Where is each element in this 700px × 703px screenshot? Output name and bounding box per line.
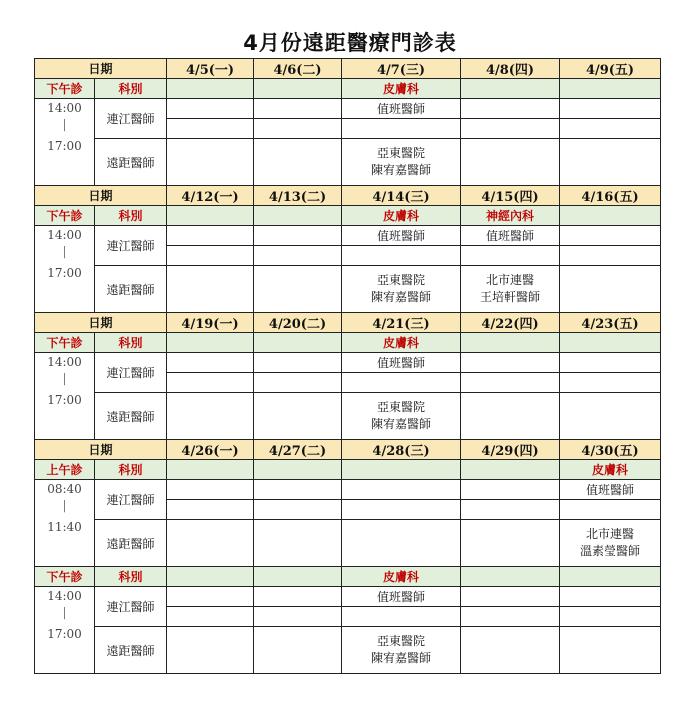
blank-cell xyxy=(254,246,342,266)
department-cell: 皮膚科 xyxy=(342,206,461,226)
time-start: 14:00 xyxy=(47,355,82,369)
date-cell: 4/8(四) xyxy=(461,59,560,79)
lianjiang-row xyxy=(35,226,661,246)
time-start: 08:40 xyxy=(47,482,82,496)
department-cell xyxy=(560,567,661,587)
department-row xyxy=(35,567,661,587)
blank-cell xyxy=(342,373,461,393)
department-label: 科別 xyxy=(95,206,167,226)
remote-cell xyxy=(167,139,254,186)
blank-cell xyxy=(167,119,254,139)
lianjiang-cell xyxy=(254,587,342,607)
blank-cell xyxy=(254,500,342,520)
time-separator: | xyxy=(62,371,67,385)
lianjiang-cell xyxy=(342,480,461,500)
lianjiang-cell xyxy=(167,480,254,500)
lianjiang-cell xyxy=(167,99,254,119)
session-label: 下午診 xyxy=(35,79,95,99)
date-cell: 4/19(一) xyxy=(167,313,254,333)
remote-cell xyxy=(461,393,560,440)
date-cell: 4/16(五) xyxy=(560,186,661,206)
department-cell xyxy=(560,333,661,353)
remote-row xyxy=(35,266,661,313)
time-range xyxy=(35,480,95,567)
lianjiang-cell: 值班醫師 xyxy=(342,226,461,246)
department-row xyxy=(35,460,661,480)
department-cell xyxy=(167,206,254,226)
lianjiang-cell xyxy=(254,480,342,500)
date-cell: 4/21(三) xyxy=(342,313,461,333)
date-cell: 4/9(五) xyxy=(560,59,661,79)
blank-cell xyxy=(167,500,254,520)
date-cell: 4/23(五) xyxy=(560,313,661,333)
department-cell xyxy=(461,460,560,480)
date-label: 日期 xyxy=(35,186,167,206)
date-cell: 4/27(二) xyxy=(254,440,342,460)
remote-doctor-label: 遠距醫師 xyxy=(95,266,167,313)
department-row xyxy=(35,333,661,353)
lianjiang-cell xyxy=(167,226,254,246)
department-cell: 皮膚科 xyxy=(342,79,461,99)
page-title: 4月份遠距醫療門診表 xyxy=(243,31,457,55)
remote-doctor-label: 遠距醫師 xyxy=(95,627,167,674)
remote-hospital: 北市連醫 xyxy=(586,527,635,541)
time-end: 17:00 xyxy=(47,266,82,280)
remote-cell xyxy=(342,393,461,440)
remote-cell xyxy=(167,520,254,567)
remote-doctor: 王培軒醫師 xyxy=(480,290,541,304)
date-header-row xyxy=(35,440,661,460)
lianjiang-cell xyxy=(254,99,342,119)
department-cell xyxy=(254,333,342,353)
department-cell xyxy=(167,460,254,480)
remote-cell xyxy=(342,266,461,313)
remote-cell xyxy=(254,627,342,674)
blank-cell xyxy=(167,373,254,393)
date-label: 日期 xyxy=(35,440,167,460)
date-label: 日期 xyxy=(35,313,167,333)
time-separator: | xyxy=(62,498,67,512)
date-cell: 4/30(五) xyxy=(560,440,661,460)
remote-cell xyxy=(167,627,254,674)
remote-cell xyxy=(560,139,661,186)
date-cell: 4/7(三) xyxy=(342,59,461,79)
blank-cell xyxy=(560,607,661,627)
blank-cell xyxy=(461,500,560,520)
remote-doctor-label: 遠距醫師 xyxy=(95,520,167,567)
remote-cell xyxy=(342,139,461,186)
remote-hospital: 亞東醫院 xyxy=(377,400,426,414)
lianjiang-cell xyxy=(560,99,661,119)
department-cell: 神經內科 xyxy=(461,206,560,226)
department-label: 科別 xyxy=(95,567,167,587)
department-cell xyxy=(254,567,342,587)
time-separator: | xyxy=(62,244,67,258)
session-label: 上午診 xyxy=(35,460,95,480)
department-cell: 皮膚科 xyxy=(342,333,461,353)
lianjiang-doctor-label: 連江醫師 xyxy=(95,99,167,139)
time-range xyxy=(35,226,95,313)
department-cell xyxy=(461,567,560,587)
date-cell: 4/6(二) xyxy=(254,59,342,79)
remote-cell xyxy=(167,266,254,313)
session-label: 下午診 xyxy=(35,206,95,226)
lianjiang-cell: 值班醫師 xyxy=(560,480,661,500)
blank-cell xyxy=(167,607,254,627)
department-cell xyxy=(254,79,342,99)
date-header-row xyxy=(35,59,661,79)
department-cell xyxy=(560,206,661,226)
remote-doctor: 陳宥嘉醫師 xyxy=(371,290,432,304)
lianjiang-doctor-label: 連江醫師 xyxy=(95,226,167,266)
lianjiang-cell xyxy=(461,587,560,607)
department-label: 科別 xyxy=(95,333,167,353)
remote-cell xyxy=(461,520,560,567)
blank-cell xyxy=(461,246,560,266)
time-separator: | xyxy=(62,117,67,131)
remote-hospital: 亞東醫院 xyxy=(377,273,426,287)
lianjiang-doctor-label: 連江醫師 xyxy=(95,587,167,627)
time-range xyxy=(35,353,95,440)
date-header-row xyxy=(35,186,661,206)
remote-row xyxy=(35,520,661,567)
lianjiang-cell xyxy=(254,353,342,373)
remote-doctor: 陳宥嘉醫師 xyxy=(371,651,432,665)
lianjiang-cell xyxy=(461,480,560,500)
remote-doctor-label: 遠距醫師 xyxy=(95,393,167,440)
blank-cell xyxy=(342,607,461,627)
lianjiang-cell: 值班醫師 xyxy=(342,99,461,119)
lianjiang-cell xyxy=(560,587,661,607)
lianjiang-cell: 值班醫師 xyxy=(342,587,461,607)
time-range xyxy=(35,587,95,674)
lianjiang-row xyxy=(35,99,661,119)
blank-cell xyxy=(560,246,661,266)
department-row xyxy=(35,79,661,99)
date-cell: 4/15(四) xyxy=(461,186,560,206)
department-row xyxy=(35,206,661,226)
lianjiang-row xyxy=(35,587,661,607)
remote-cell xyxy=(342,627,461,674)
time-range xyxy=(35,99,95,186)
department-cell xyxy=(560,79,661,99)
lianjiang-row xyxy=(35,353,661,373)
remote-row xyxy=(35,627,661,674)
time-start: 14:00 xyxy=(47,228,82,242)
remote-cell xyxy=(342,520,461,567)
session-label: 下午診 xyxy=(35,333,95,353)
blank-cell xyxy=(254,607,342,627)
time-separator: | xyxy=(62,605,67,619)
blank-cell xyxy=(461,607,560,627)
blank-cell xyxy=(560,373,661,393)
remote-cell xyxy=(560,520,661,567)
blank-cell xyxy=(342,246,461,266)
department-cell xyxy=(167,333,254,353)
remote-hospital: 亞東醫院 xyxy=(377,634,426,648)
time-start: 14:00 xyxy=(47,101,82,115)
lianjiang-cell xyxy=(167,353,254,373)
date-cell: 4/20(二) xyxy=(254,313,342,333)
lianjiang-row xyxy=(35,480,661,500)
department-cell xyxy=(461,333,560,353)
department-label: 科別 xyxy=(95,79,167,99)
lianjiang-cell xyxy=(560,353,661,373)
remote-doctor: 陳宥嘉醫師 xyxy=(371,163,432,177)
date-cell: 4/22(四) xyxy=(461,313,560,333)
lianjiang-cell xyxy=(461,353,560,373)
date-header-row xyxy=(35,313,661,333)
blank-cell xyxy=(167,246,254,266)
department-cell xyxy=(167,567,254,587)
remote-row xyxy=(35,393,661,440)
lianjiang-cell xyxy=(560,226,661,246)
blank-cell xyxy=(254,119,342,139)
remote-cell xyxy=(560,393,661,440)
date-cell: 4/29(四) xyxy=(461,440,560,460)
remote-cell xyxy=(461,266,560,313)
department-cell xyxy=(167,79,254,99)
remote-doctor-label: 遠距醫師 xyxy=(95,139,167,186)
blank-cell xyxy=(461,119,560,139)
department-label: 科別 xyxy=(95,460,167,480)
blank-cell xyxy=(560,119,661,139)
remote-cell xyxy=(254,393,342,440)
department-cell: 皮膚科 xyxy=(342,567,461,587)
department-cell xyxy=(254,206,342,226)
department-cell: 皮膚科 xyxy=(560,460,661,480)
date-cell: 4/5(一) xyxy=(167,59,254,79)
blank-cell xyxy=(560,500,661,520)
remote-cell xyxy=(254,520,342,567)
remote-hospital: 北市連醫 xyxy=(486,273,535,287)
time-end: 17:00 xyxy=(47,627,82,641)
remote-doctor: 陳宥嘉醫師 xyxy=(371,417,432,431)
clinic-schedule-table xyxy=(34,58,661,674)
session-label: 下午診 xyxy=(35,567,95,587)
remote-row xyxy=(35,139,661,186)
remote-cell xyxy=(560,627,661,674)
lianjiang-doctor-label: 連江醫師 xyxy=(95,353,167,393)
department-cell xyxy=(461,79,560,99)
remote-cell xyxy=(461,627,560,674)
remote-hospital: 亞東醫院 xyxy=(377,146,426,160)
time-end: 17:00 xyxy=(47,393,82,407)
date-cell: 4/12(一) xyxy=(167,186,254,206)
remote-cell xyxy=(560,266,661,313)
date-label: 日期 xyxy=(35,59,167,79)
lianjiang-cell: 值班醫師 xyxy=(461,226,560,246)
lianjiang-cell: 值班醫師 xyxy=(342,353,461,373)
blank-cell xyxy=(342,119,461,139)
remote-cell xyxy=(254,266,342,313)
time-start: 14:00 xyxy=(47,589,82,603)
lianjiang-cell xyxy=(461,99,560,119)
blank-cell xyxy=(342,500,461,520)
department-cell xyxy=(342,460,461,480)
remote-cell xyxy=(254,139,342,186)
date-cell: 4/13(二) xyxy=(254,186,342,206)
blank-cell xyxy=(254,373,342,393)
date-cell: 4/28(三) xyxy=(342,440,461,460)
date-cell: 4/14(三) xyxy=(342,186,461,206)
remote-cell xyxy=(461,139,560,186)
blank-cell xyxy=(461,373,560,393)
remote-cell xyxy=(167,393,254,440)
lianjiang-cell xyxy=(254,226,342,246)
time-end: 17:00 xyxy=(47,139,82,153)
time-end: 11:40 xyxy=(47,520,82,534)
department-cell xyxy=(254,460,342,480)
lianjiang-cell xyxy=(167,587,254,607)
remote-doctor: 溫素瑩醫師 xyxy=(580,544,641,558)
date-cell: 4/26(一) xyxy=(167,440,254,460)
lianjiang-doctor-label: 連江醫師 xyxy=(95,480,167,520)
